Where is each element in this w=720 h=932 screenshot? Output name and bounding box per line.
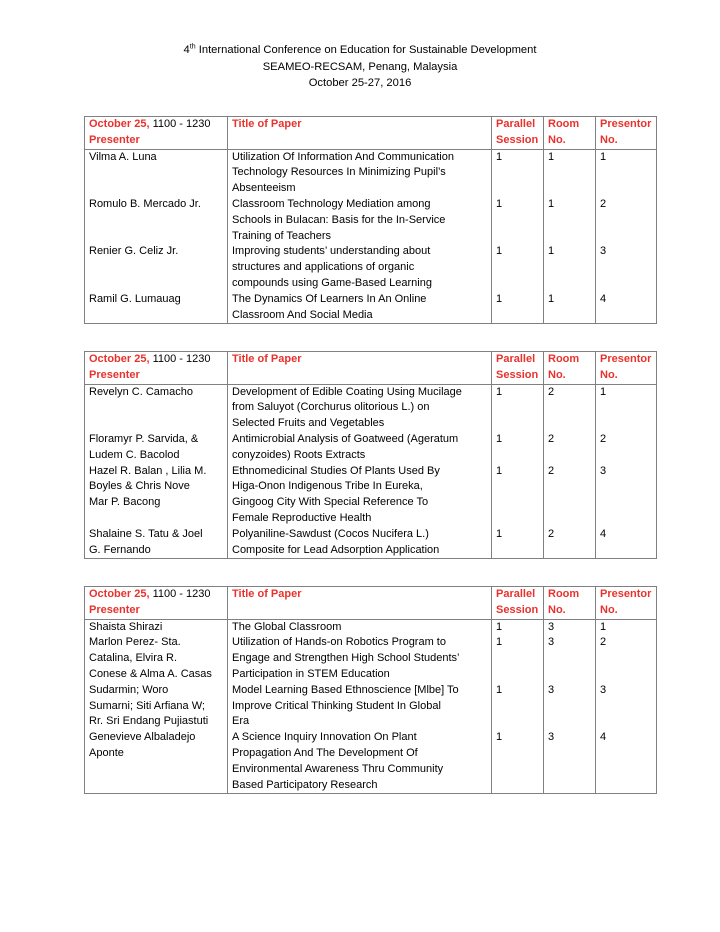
room-number-value: 2	[544, 432, 596, 464]
paper-title: Schools in Bulacan: Basis for the In-Service	[232, 213, 446, 226]
presenter-name: Ludem C. Bacolod	[89, 448, 180, 461]
paper-title: The Dynamics Of Learners In An Online	[232, 292, 427, 305]
conference-title: 4th International Conference on Education for Sustainable Development	[183, 43, 537, 56]
header-title-cell	[228, 587, 492, 620]
session-date: October 25,	[89, 588, 150, 600]
header-title: Title of Paper	[232, 118, 302, 130]
header-presentor: Presentor	[600, 118, 652, 130]
presenter-cell	[85, 464, 228, 527]
room-number-value: 2	[544, 464, 596, 527]
table-row	[85, 730, 657, 794]
presentor-number-value: 1	[596, 384, 657, 432]
paper-title: structures and applications of organic	[232, 261, 415, 274]
header-presentor-no: No.	[600, 603, 618, 616]
presenter-name: Hazel R. Balan , Lilia M.	[89, 464, 207, 477]
paper-title: Utilization of Hands-on Robotics Program to	[232, 636, 446, 649]
header-room-cell	[544, 352, 596, 385]
presenter-cell	[85, 619, 228, 635]
paper-title-cell	[228, 730, 492, 794]
header-room-no: No.	[548, 603, 566, 616]
session-date: October 25,	[89, 353, 150, 365]
conference-dates: October 25-27, 2016	[308, 77, 412, 89]
paper-title: compounds using Game-Based Learning	[232, 276, 432, 289]
parallel-session-value: 1	[492, 635, 544, 682]
header-title: Title of Paper	[232, 588, 302, 600]
presenter-cell	[85, 635, 228, 682]
header-room: Room	[548, 588, 580, 600]
room-number-value: 3	[544, 730, 596, 794]
paper-title-cell	[228, 527, 492, 559]
header-title-cell	[228, 117, 492, 150]
parallel-session-value: 1	[492, 149, 544, 197]
paper-title: Training of Teachers	[232, 229, 332, 242]
header-room: Room	[548, 118, 580, 130]
presentor-number-value: 4	[596, 730, 657, 794]
presentor-number-value: 4	[596, 292, 657, 324]
paper-title: Antimicrobial Analysis of Goatweed (Ageratum	[232, 432, 459, 445]
paper-title: Propagation And The Development Of	[232, 746, 418, 759]
parallel-session-value: 1	[492, 432, 544, 464]
paper-title: Model Learning Based Ethnoscience [Mlbe] To	[232, 683, 459, 696]
paper-title-cell	[228, 292, 492, 324]
paper-title-cell	[228, 149, 492, 197]
presentor-number-value: 2	[596, 635, 657, 682]
presenter-name: Floramyr P. Sarvida, &	[89, 432, 199, 445]
table-row	[85, 432, 657, 464]
presenter-cell	[85, 432, 228, 464]
table-row	[85, 464, 657, 527]
header-room-no: No.	[548, 368, 566, 381]
parallel-session-value: 1	[492, 683, 544, 730]
presenter-cell	[85, 683, 228, 730]
presenter-name: Sudarmin; Woro	[89, 683, 169, 696]
room-number-value: 1	[544, 149, 596, 197]
paper-title: Improving students’ understanding about	[232, 245, 431, 258]
room-number-value: 1	[544, 244, 596, 291]
header-room-no: No.	[548, 133, 566, 146]
paper-title: Selected Fruits and Vegetables	[232, 417, 385, 430]
header-title-cell	[228, 352, 492, 385]
table-row	[85, 683, 657, 730]
presentor-number-value: 2	[596, 432, 657, 464]
presenter-name: Revelyn C. Camacho	[89, 385, 193, 398]
paper-title: Improve Critical Thinking Student In Global	[232, 699, 441, 712]
header-parallel: Parallel	[496, 353, 536, 365]
presenter-name: Shalaine S. Tatu & Joel	[89, 527, 203, 540]
paper-title: Ethnomedicinal Studies Of Plants Used By	[232, 464, 440, 477]
presenter-name: Catalina, Elvira R.	[89, 652, 178, 665]
session-time: 1100 - 1230	[149, 353, 211, 365]
room-number-value: 3	[544, 619, 596, 635]
parallel-session-value: 1	[492, 384, 544, 432]
presentor-number-value: 1	[596, 149, 657, 197]
header-parallel-session-cell	[492, 117, 544, 150]
paper-title-cell	[228, 464, 492, 527]
paper-title-cell	[228, 432, 492, 464]
header-presenter: Presenter	[89, 368, 140, 381]
table-header-row	[85, 117, 657, 150]
paper-title: A Science Inquiry Innovation On Plant	[232, 731, 417, 744]
header-parallel: Parallel	[496, 118, 536, 130]
presenter-name: Mar P. Bacong	[89, 496, 161, 509]
header-presentor-no: No.	[600, 368, 618, 381]
presenter-name: Conese & Alma A. Casas	[89, 667, 212, 680]
paper-title: Utilization Of Information And Communication	[232, 150, 454, 163]
header-room-cell	[544, 587, 596, 620]
header-title: Title of Paper	[232, 353, 302, 365]
header-presentor-cell	[596, 117, 657, 150]
presenter-name: Marlon Perez- Sta.	[89, 636, 181, 649]
header-presenter: Presenter	[89, 133, 140, 146]
parallel-session-value: 1	[492, 292, 544, 324]
paper-title: Composite for Lead Adsorption Application	[232, 543, 440, 556]
paper-title: Participation in STEM Education	[232, 667, 390, 680]
presentor-number-value: 4	[596, 527, 657, 559]
presenter-cell	[85, 244, 228, 291]
header-presenter-cell	[85, 352, 228, 385]
presenter-name: Ramil G. Lumauag	[89, 292, 181, 305]
table-row	[85, 384, 657, 432]
session-date: October 25,	[89, 118, 150, 130]
parallel-session-value: 1	[492, 244, 544, 291]
paper-title-cell	[228, 244, 492, 291]
paper-title: Classroom Technology Mediation among	[232, 197, 431, 210]
presenter-name: Aponte	[89, 746, 124, 759]
paper-title: conyzoides) Roots Extracts	[232, 448, 366, 461]
paper-title: Female Reproductive Health	[232, 511, 372, 524]
paper-title: Polyaniline-Sawdust (Cocos Nucifera L.)	[232, 527, 429, 540]
table-row	[85, 149, 657, 197]
header-presentor-cell	[596, 352, 657, 385]
header-parallel: Parallel	[496, 588, 536, 600]
parallel-session-value: 1	[492, 730, 544, 794]
presenter-name: Vilma A. Luna	[89, 150, 157, 163]
room-number-value: 2	[544, 527, 596, 559]
paper-title: Technology Resources In Minimizing Pupil’s	[232, 166, 446, 179]
header-presentor: Presentor	[600, 588, 652, 600]
header-session: Session	[496, 368, 539, 381]
presenter-name: Genevieve Albaladejo	[89, 731, 196, 744]
paper-title: Higa-Onon Indigenous Tribe In Eureka,	[232, 480, 423, 493]
paper-title: Based Participatory Research	[232, 778, 378, 791]
paper-title: Era	[232, 715, 250, 728]
header-session: Session	[496, 603, 539, 616]
presenter-name: Shaista Shirazi	[89, 620, 163, 633]
presentor-number-value: 3	[596, 683, 657, 730]
paper-title: Classroom And Social Media	[232, 308, 373, 321]
paper-title: Engage and Strengthen High School Students’	[232, 652, 460, 665]
room-number-value: 1	[544, 197, 596, 244]
paper-title: Environmental Awareness Thru Community	[232, 762, 444, 775]
schedule-table-room-3	[84, 586, 657, 794]
paper-title: Gingoog City With Special Reference To	[232, 496, 429, 509]
presentor-number-value: 1	[596, 619, 657, 635]
header-session: Session	[496, 133, 539, 146]
document-header	[0, 42, 720, 92]
table-row	[85, 635, 657, 682]
paper-title-cell	[228, 619, 492, 635]
paper-title-cell	[228, 683, 492, 730]
presenter-cell	[85, 730, 228, 794]
header-presentor-no: No.	[600, 133, 618, 146]
room-number-value: 3	[544, 683, 596, 730]
parallel-session-value: 1	[492, 619, 544, 635]
presentor-number-value: 3	[596, 244, 657, 291]
session-time: 1100 - 1230	[149, 588, 211, 600]
header-presentor-cell	[596, 587, 657, 620]
parallel-session-value: 1	[492, 197, 544, 244]
table-row	[85, 244, 657, 291]
presentor-number-value: 3	[596, 464, 657, 527]
presenter-cell	[85, 149, 228, 197]
header-presenter-cell	[85, 587, 228, 620]
presenter-name: G. Fernando	[89, 543, 151, 556]
table-header-row	[85, 587, 657, 620]
presentor-number-value: 2	[596, 197, 657, 244]
table-header-row	[85, 352, 657, 385]
paper-title: from Saluyot (Corchurus olitorious L.) on	[232, 401, 430, 414]
parallel-session-value: 1	[492, 464, 544, 527]
presenter-cell	[85, 527, 228, 559]
presenter-name: Renier G. Celiz Jr.	[89, 245, 179, 258]
room-number-value: 3	[544, 635, 596, 682]
table-row	[85, 527, 657, 559]
presenter-cell	[85, 384, 228, 432]
header-presenter-cell	[85, 117, 228, 150]
table-row	[85, 292, 657, 324]
parallel-session-value: 1	[492, 527, 544, 559]
paper-title: Absenteeism	[232, 182, 296, 195]
header-parallel-session-cell	[492, 587, 544, 620]
header-room-cell	[544, 117, 596, 150]
paper-title: Development of Edible Coating Using Mucilage	[232, 385, 462, 398]
presenter-cell	[85, 197, 228, 244]
presenter-name: Boyles & Chris Nove	[89, 480, 190, 493]
room-number-value: 2	[544, 384, 596, 432]
paper-title: The Global Classroom	[232, 620, 342, 633]
paper-title-cell	[228, 384, 492, 432]
header-presenter: Presenter	[89, 603, 140, 616]
presenter-cell	[85, 292, 228, 324]
schedule-table-room-1	[84, 116, 657, 324]
header-presentor: Presentor	[600, 353, 652, 365]
session-time: 1100 - 1230	[149, 118, 211, 130]
presenter-name: Romulo B. Mercado Jr.	[89, 197, 201, 210]
presenter-name: Rr. Sri Endang Pujiastuti	[89, 715, 209, 728]
header-room: Room	[548, 353, 580, 365]
presenter-name: Sumarni; Siti Arfiana W;	[89, 699, 205, 712]
conference-venue: SEAMEO-RECSAM, Penang, Malaysia	[262, 60, 458, 73]
table-row	[85, 619, 657, 635]
paper-title-cell	[228, 197, 492, 244]
schedule-table-room-2	[84, 351, 657, 559]
room-number-value: 1	[544, 292, 596, 324]
table-row	[85, 197, 657, 244]
header-parallel-session-cell	[492, 352, 544, 385]
paper-title-cell	[228, 635, 492, 682]
